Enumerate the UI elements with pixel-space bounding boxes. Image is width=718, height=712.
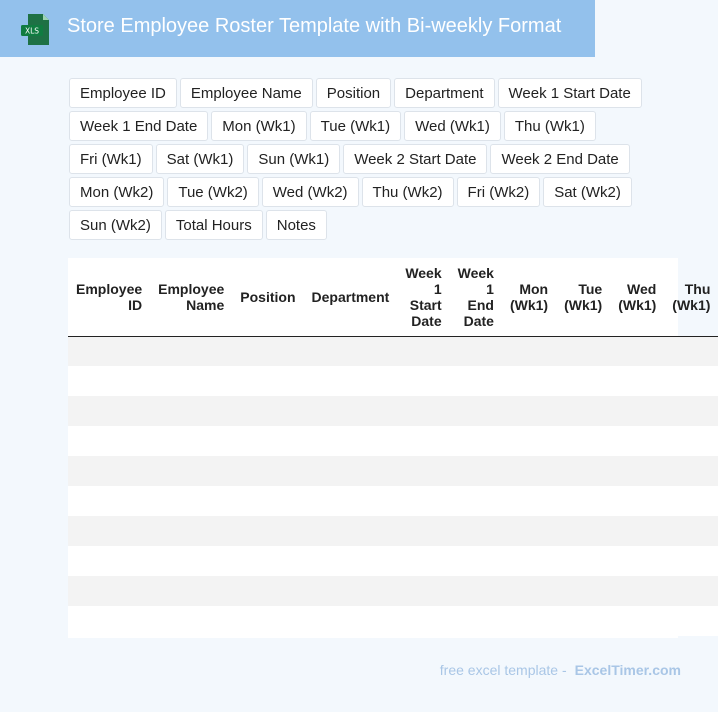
column-chip[interactable]: Position [316,78,391,108]
table-cell[interactable] [150,516,232,546]
column-chip[interactable]: Employee ID [69,78,177,108]
table-cell[interactable] [68,516,150,546]
table-cell[interactable] [450,606,502,636]
column-chip[interactable]: Thu (Wk2) [362,177,454,207]
column-header: Department [304,258,398,336]
table-cell[interactable] [610,516,664,546]
table-cell[interactable] [610,366,664,396]
table-cell[interactable] [397,396,449,426]
table-cell[interactable] [304,516,398,546]
table-cell[interactable] [610,576,664,606]
table-cell[interactable] [450,456,502,486]
table-cell[interactable] [68,486,150,516]
table-cell[interactable] [450,366,502,396]
footer [0,662,681,678]
table-cell[interactable] [68,606,150,636]
table-cell[interactable] [556,546,610,576]
table-cell[interactable] [150,486,232,516]
table-cell[interactable] [397,486,449,516]
table-cell[interactable] [502,396,556,426]
column-header: Employee Name [150,258,232,336]
table-cell[interactable] [150,606,232,636]
table-cell[interactable] [397,576,449,606]
table-cell[interactable] [304,336,398,366]
table-cell[interactable] [610,486,664,516]
table-cell[interactable] [450,516,502,546]
table-cell[interactable] [232,426,303,456]
column-chip[interactable]: Tue (Wk2) [167,177,258,207]
column-chip[interactable]: Wed (Wk2) [262,177,359,207]
table-cell[interactable] [664,336,718,366]
table-cell[interactable] [610,546,664,576]
table-cell[interactable] [397,456,449,486]
table-row [68,366,718,396]
table-cell[interactable] [150,426,232,456]
column-chip[interactable]: Total Hours [165,210,263,240]
table-cell[interactable] [450,546,502,576]
table-cell[interactable] [502,546,556,576]
table-row [68,336,718,366]
table-cell[interactable] [68,336,150,366]
table-row [68,426,718,456]
table-cell[interactable] [397,516,449,546]
table-cell[interactable] [610,606,664,636]
table-cell[interactable] [304,486,398,516]
table-cell[interactable] [304,366,398,396]
table-cell[interactable] [304,606,398,636]
table-cell[interactable] [68,456,150,486]
column-chip[interactable]: Fri (Wk1) [69,144,153,174]
table-cell[interactable] [397,366,449,396]
table-cell[interactable] [68,546,150,576]
table-cell[interactable] [664,516,718,546]
column-chip[interactable]: Notes [266,210,327,240]
column-chip-list [68,77,678,242]
table-row [68,396,718,426]
table-row [68,546,718,576]
table-cell[interactable] [450,426,502,456]
table-cell[interactable] [502,456,556,486]
table-row [68,516,718,546]
table-cell[interactable] [150,546,232,576]
column-chip[interactable]: Week 2 End Date [490,144,629,174]
table-cell[interactable] [610,396,664,426]
table-cell[interactable] [68,576,150,606]
table-cell[interactable] [502,606,556,636]
table-cell[interactable] [664,426,718,456]
table-row [68,456,718,486]
column-chip[interactable]: Sun (Wk2) [69,210,162,240]
table-row [68,576,718,606]
table-cell[interactable] [556,456,610,486]
column-chip[interactable]: Wed (Wk1) [404,111,501,141]
table-cell[interactable] [304,426,398,456]
column-chip[interactable]: Mon (Wk1) [211,111,306,141]
table-cell[interactable] [150,576,232,606]
column-chip[interactable]: Week 1 End Date [69,111,208,141]
table-body [68,336,718,636]
table-cell[interactable] [68,366,150,396]
column-chip[interactable]: Sun (Wk1) [247,144,340,174]
table-cell[interactable] [556,336,610,366]
column-chip[interactable]: Sat (Wk2) [543,177,632,207]
table-cell[interactable] [397,336,449,366]
column-header: Mon (Wk1) [502,258,556,336]
table-cell[interactable] [502,516,556,546]
xls-file-icon [21,14,49,45]
table-cell[interactable] [304,456,398,486]
table-cell[interactable] [304,396,398,426]
column-chip[interactable]: Mon (Wk2) [69,177,164,207]
column-chip[interactable]: Week 1 Start Date [498,78,642,108]
table-cell[interactable] [610,336,664,366]
column-chip[interactable]: Employee Name [180,78,313,108]
table-cell[interactable] [556,396,610,426]
table-cell[interactable] [150,396,232,426]
table-cell[interactable] [150,336,232,366]
table-cell[interactable] [450,486,502,516]
roster-table [68,258,718,636]
table-row [68,606,718,636]
column-chip[interactable]: Fri (Wk2) [457,177,541,207]
table-cell[interactable] [397,606,449,636]
table-cell[interactable] [502,336,556,366]
table-cell[interactable] [397,546,449,576]
page-header [0,0,595,57]
table-cell[interactable] [502,486,556,516]
roster-table-container [68,258,711,638]
table-cell[interactable] [150,456,232,486]
table-row [68,486,718,516]
table-cell[interactable] [450,396,502,426]
column-header: Week 1 End Date [450,258,502,336]
table-cell[interactable] [556,486,610,516]
table-cell[interactable] [502,366,556,396]
column-chip[interactable]: Sat (Wk1) [156,144,245,174]
table-cell[interactable] [664,456,718,486]
column-chip[interactable]: Department [394,78,494,108]
table-cell[interactable] [304,576,398,606]
table-cell[interactable] [232,396,303,426]
column-header: Week 1 Start Date [397,258,449,336]
table-cell[interactable] [610,426,664,456]
table-cell[interactable] [232,576,303,606]
table-cell[interactable] [556,366,610,396]
table-cell[interactable] [232,516,303,546]
table-cell[interactable] [502,576,556,606]
column-chip[interactable]: Tue (Wk1) [310,111,401,141]
table-cell[interactable] [556,576,610,606]
xls-icon-label: XLS [24,26,40,36]
table-header-row [68,258,718,336]
table-cell[interactable] [556,426,610,456]
footer-text: free excel template - [439,662,567,678]
column-chip[interactable]: Thu (Wk1) [504,111,596,141]
column-header: Position [232,258,303,336]
table-cell[interactable] [232,336,303,366]
table-cell[interactable] [232,546,303,576]
table-cell[interactable] [664,396,718,426]
table-cell[interactable] [450,336,502,366]
column-header: Employee ID [68,258,150,336]
table-cell[interactable] [150,366,232,396]
table-cell[interactable] [556,606,610,636]
page-title: Store Employee Roster Template with Bi-weekly Format [67,15,562,37]
footer-brand-link[interactable]: ExcelTimer.com [574,662,681,678]
table-cell[interactable] [232,456,303,486]
table-cell[interactable] [556,516,610,546]
table-cell[interactable] [68,396,150,426]
table-cell[interactable] [664,486,718,516]
column-chip[interactable]: Week 2 Start Date [343,144,487,174]
table-cell[interactable] [664,606,718,636]
table-cell[interactable] [664,546,718,576]
table-cell[interactable] [232,486,303,516]
table-cell[interactable] [450,576,502,606]
table-cell[interactable] [610,456,664,486]
column-header: Tue (Wk1) [556,258,610,336]
table-cell[interactable] [232,366,303,396]
table-cell[interactable] [502,426,556,456]
table-cell[interactable] [232,606,303,636]
column-header: Wed (Wk1) [610,258,664,336]
table-cell[interactable] [304,546,398,576]
table-cell[interactable] [397,426,449,456]
table-cell[interactable] [664,576,718,606]
column-header: Thu (Wk1) [664,258,718,336]
table-cell[interactable] [664,366,718,396]
table-cell[interactable] [68,426,150,456]
